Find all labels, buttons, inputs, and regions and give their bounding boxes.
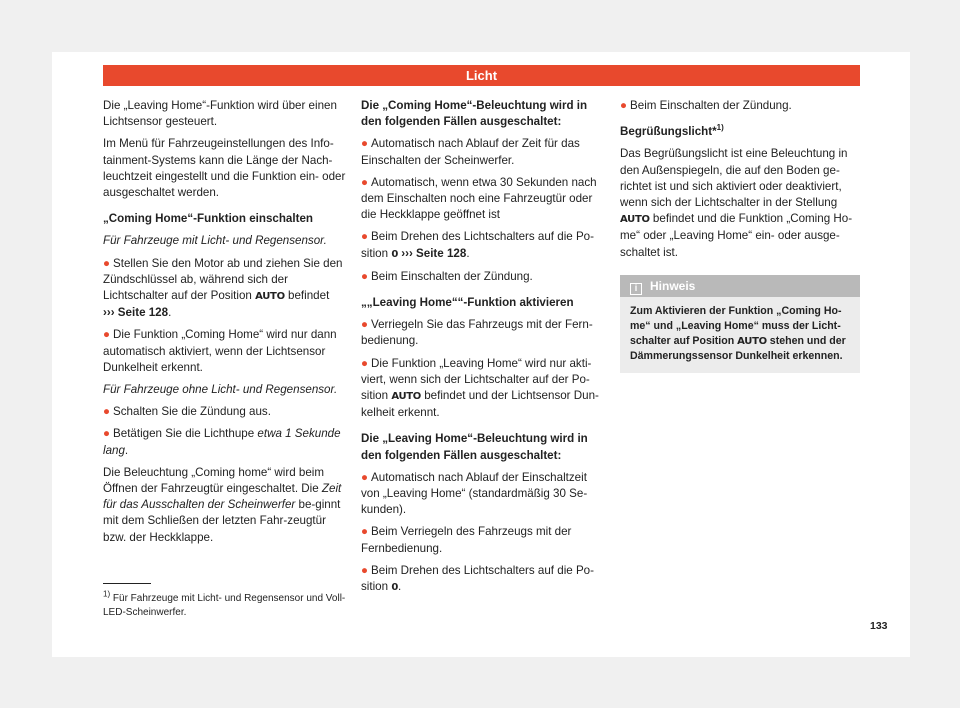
bullet-icon: ●	[361, 563, 369, 577]
column-3	[620, 98, 864, 373]
auto-symbol-icon: AUTO	[391, 391, 421, 403]
heading-leaving-home: „„Leaving Home““-Funktion aktivieren	[361, 296, 574, 310]
list-item: ● Automatisch, wenn etwa 30 Sekunden nach dem Einschalten noch eine Fahrzeugtür oder die Heckklappe geöffnet ist	[361, 175, 597, 222]
note-italic: Für Fahrzeuge mit Licht- und Regensensor.	[103, 234, 327, 248]
footnote-marker: 1)	[103, 589, 111, 599]
list-item: ● Beim Drehen des Lichtschalters auf die Po-sition 0 ››› Seite 128.	[361, 229, 605, 262]
paragraph: Die Beleuchtung „Coming home“ wird beim Öffnen der Fahrzeugtür eingeschaltet. Die Zeit für das Ausschalten der Scheinwerfer be-ginnt mit dem Schließen der letzten Fahr-zeugtür bzw. der Heckklappe.	[103, 465, 342, 544]
paragraph: Die „Leaving Home“-Funktion wird über einen Lichtsensor gesteuert.	[103, 99, 337, 129]
auto-symbol-icon: AUTO	[620, 214, 650, 226]
footnote: $^{1)}$ Für Fahrzeuge mit Licht- und Regensensor und Voll-LED-Scheinwerfer.	[103, 589, 346, 618]
bullet-icon: ●	[361, 175, 369, 189]
list-item: ● Beim Einschalten der Zündung.	[361, 269, 533, 283]
heading-coming-home: „Coming Home“-Funktion einschalten	[103, 212, 313, 226]
heading-coming-home-off: Die „Coming Home“-Beleuchtung wird in den folgenden Fällen ausgeschaltet:	[361, 99, 588, 129]
off-position-symbol-icon: 0	[391, 248, 398, 260]
list-item: ● Schalten Sie die Zündung aus.	[103, 405, 271, 419]
bullet-icon: ●	[361, 470, 369, 484]
bullet-icon: ●	[103, 427, 111, 441]
footnote-marker: 1)	[716, 123, 724, 133]
auto-symbol-icon: AUTO	[737, 335, 767, 347]
list-item: ● Beim Einschalten der Zündung.	[620, 99, 792, 112]
bullet-icon: ●	[361, 318, 369, 332]
hinweis-header: i Hinweis	[620, 275, 860, 297]
page-reference-link[interactable]: ››› Seite 128	[401, 246, 467, 260]
heading-leaving-home-off: Die „Leaving Home“-Beleuchtung wird in den folgenden Fällen ausgeschaltet:	[361, 432, 588, 462]
paragraph: Das Begrüßungslicht ist eine Beleuchtung in den Außenspiegeln, die auf den Boden ge-richtet ist und sich aktiviert oder deaktiviert, wenn sich der Lichtschalter in der Stellung AUTO befindet und die Funktion „Coming Ho-me“ oder „Leaving Home“ ein- oder ausge-schaltet ist.	[620, 147, 853, 259]
bullet-icon: ●	[620, 99, 628, 112]
list-item: ● Automatisch nach Ablauf der Einschaltzeit von „Leaving Home“ (standardmäßig 30 Se-kunden).	[361, 470, 588, 517]
list-item: ● Verriegeln Sie das Fahrzeugs mit der Fern-bedienung.	[361, 318, 593, 348]
bullet-icon: ●	[103, 405, 111, 419]
bullet-icon: ●	[361, 230, 369, 244]
list-item: ● Die Funktion „Coming Home“ wird nur dann automatisch aktiviert, wenn der Lichtsensor Dunkelheit erkennt.	[103, 328, 337, 374]
list-item: ● Die Funktion „Leaving Home“ wird nur akti-viert, wenn sich der Lichtschalter auf der Po-sition AUTO befindet und der Lichtsensor Dun-kelheit erkennt.	[361, 356, 599, 420]
list-item: ● Beim Drehen des Lichtschalters auf die Po-sition 0.	[361, 563, 605, 596]
bullet-icon: ●	[361, 525, 369, 539]
column-1	[103, 98, 347, 552]
list-item: ● Betätigen Sie die Lichthupe etwa 1 Sekunde lang.	[103, 427, 341, 457]
info-icon: i	[630, 283, 642, 295]
bullet-icon: ●	[361, 137, 369, 151]
list-item: ● Automatisch nach Ablauf der Zeit für das Einschalten der Scheinwerfer.	[361, 137, 580, 167]
column-2	[361, 98, 605, 602]
hinweis-text: Zum Aktivieren der Funktion „Coming Ho-me“ und „Leaving Home“ muss der Licht-schalter auf Position AUTO stehen und der Dämmerungssensor Dunkelheit erkennen.	[630, 304, 846, 362]
heading-welcome-light: Begrüßungslicht*$^{1)}$	[620, 123, 724, 139]
page-number: 133	[870, 620, 888, 632]
paragraph: Im Menü für Fahrzeugeinstellungen des Info-tainment-Systems kann die Länge der Nach-leuchtzeit eingestellt und die Funktion ein- oder ausgeschaltet werden.	[103, 137, 346, 200]
bullet-icon: ●	[103, 328, 111, 342]
auto-symbol-icon: AUTO	[255, 291, 285, 303]
page-reference-link[interactable]: ››› Seite 128	[103, 306, 169, 320]
hinweis-box	[620, 275, 860, 373]
bullet-icon: ●	[103, 256, 111, 270]
list-item: ● Beim Verriegeln des Fahrzeugs mit der Fernbedienung.	[361, 525, 572, 555]
list-item: ● Stellen Sie den Motor ab und ziehen Sie den Zündschlüssel ab, während sich der Lichtschalter auf der Position AUTO befindet ››› Seite 128.	[103, 256, 343, 320]
off-position-symbol-icon: 0	[391, 582, 398, 594]
note-italic: Für Fahrzeuge ohne Licht- und Regensensor.	[103, 383, 338, 397]
bullet-icon: ●	[361, 356, 369, 370]
footnote-divider	[103, 583, 151, 584]
bullet-icon: ●	[361, 269, 369, 283]
section-header: Licht	[103, 65, 860, 86]
